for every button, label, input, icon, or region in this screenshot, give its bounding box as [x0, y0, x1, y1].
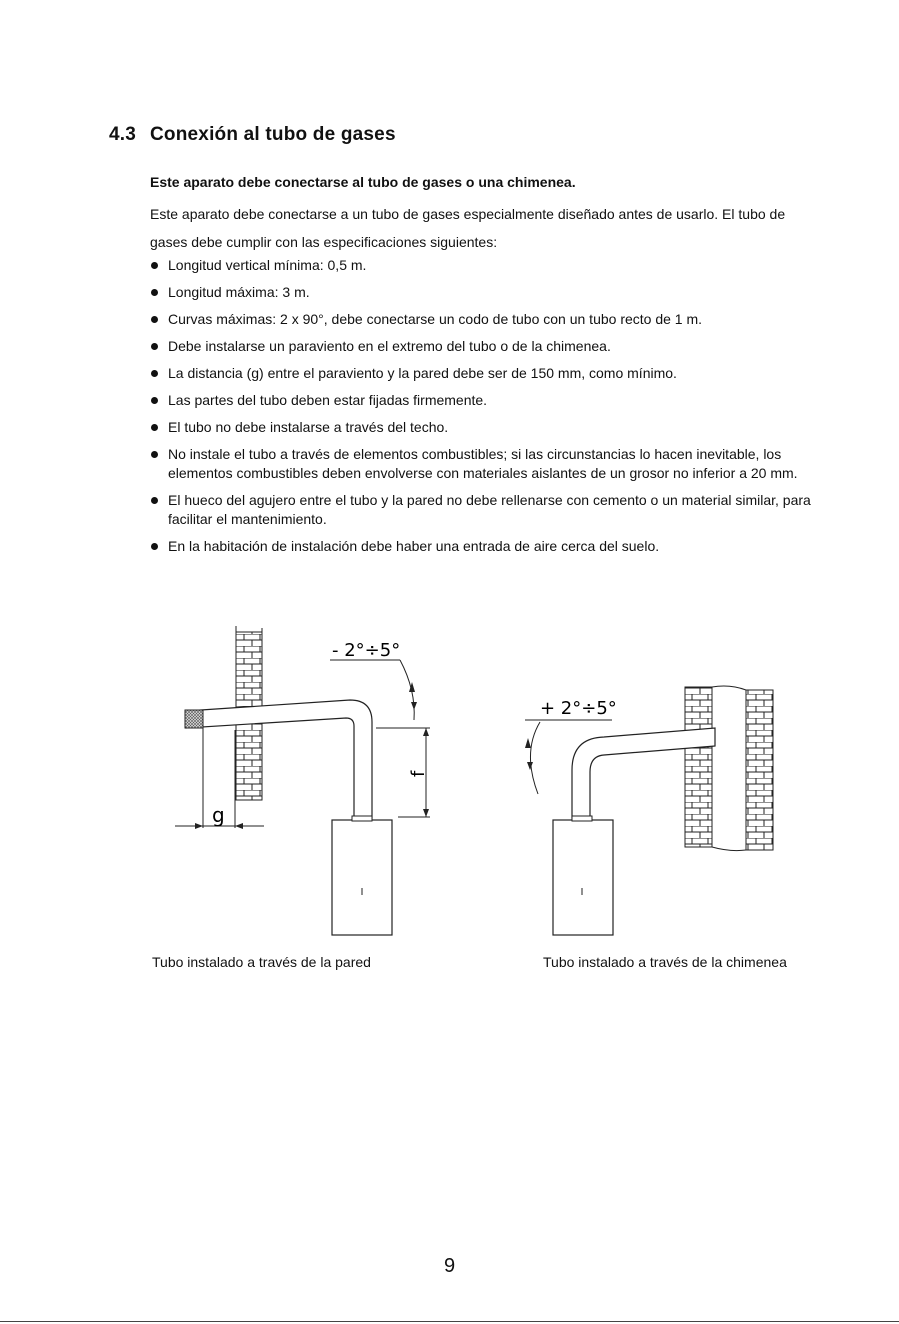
caption-chimney: Tubo instalado a través de la chimenea [543, 954, 787, 970]
section-number: 4.3 [109, 124, 137, 145]
list-item: Longitud vertical mínima: 0,5 m. [150, 256, 820, 275]
list-item: El hueco del agujero entre el tubo y la pared no debe rellenarse con cemento o un material similar, para facilitar el mantenimiento. [150, 491, 820, 529]
flue-pipe [186, 700, 372, 818]
angle-left: - 2°÷5° [332, 640, 401, 661]
list-item: Longitud máxima: 3 m. [150, 283, 820, 302]
bullet-icon [151, 316, 158, 323]
list-item: No instale el tubo a través de elementos combustibles; si las circunstancias lo hacen inevitable, los elementos combustibles deben envolverse con materiales aislantes de un grosor no inferior a 20 mm. [150, 445, 820, 483]
list-item: Las partes del tubo deben estar fijadas firmemente. [150, 391, 820, 410]
section-heading [109, 124, 396, 146]
section-title: Conexión al tubo de gases [150, 124, 396, 145]
bullet-icon [151, 543, 158, 550]
page-number: 9 [443, 1255, 456, 1277]
intro-text: Este aparato debe conectarse a un tubo de gases especialmente diseñado antes de usarlo. El tubo de gases debe cumplir con las especificaciones siguientes: [150, 206, 786, 250]
bullet-icon [151, 497, 158, 504]
intro-bold-text: Este aparato debe conectarse al tubo de gases o una chimenea. [150, 174, 576, 190]
boiler-unit-chimney [553, 820, 613, 935]
bullet-icon [151, 397, 158, 404]
bullet-icon [151, 424, 158, 431]
bullet-icon [151, 370, 158, 377]
label-f: f [408, 770, 429, 777]
bullet-icon [151, 289, 158, 296]
wind-guard [185, 710, 203, 728]
list-item: La distancia (g) entre el paraviento y la pared debe ser de 150 mm, como mínimo. [150, 364, 820, 383]
chimney-installation-drawing [525, 686, 773, 935]
bullet-icon [151, 262, 158, 269]
boiler-unit [332, 820, 392, 935]
caption-wall: Tubo instalado a través de la pared [152, 954, 371, 970]
installation-diagram [0, 610, 899, 950]
list-item: El tubo no debe instalarse a través del techo. [150, 418, 820, 437]
requirements-list [150, 256, 820, 564]
list-item: En la habitación de instalación debe haber una entrada de aire cerca del suelo. [150, 537, 820, 556]
list-item: Curvas máximas: 2 x 90°, debe conectarse un codo de tubo con un tubo recto de 1 m. [150, 310, 820, 329]
bullet-icon [151, 343, 158, 350]
bullet-icon [151, 451, 158, 458]
page-bottom-rule [0, 1321, 899, 1322]
label-g: g [212, 803, 225, 827]
list-item: Debe instalarse un paraviento en el extremo del tubo o de la chimenea. [150, 337, 820, 356]
wall-installation-drawing [175, 626, 430, 935]
brick-wall-inner [685, 687, 712, 847]
angle-right: + 2°÷5° [540, 698, 617, 719]
brick-wall-outer [746, 690, 773, 850]
